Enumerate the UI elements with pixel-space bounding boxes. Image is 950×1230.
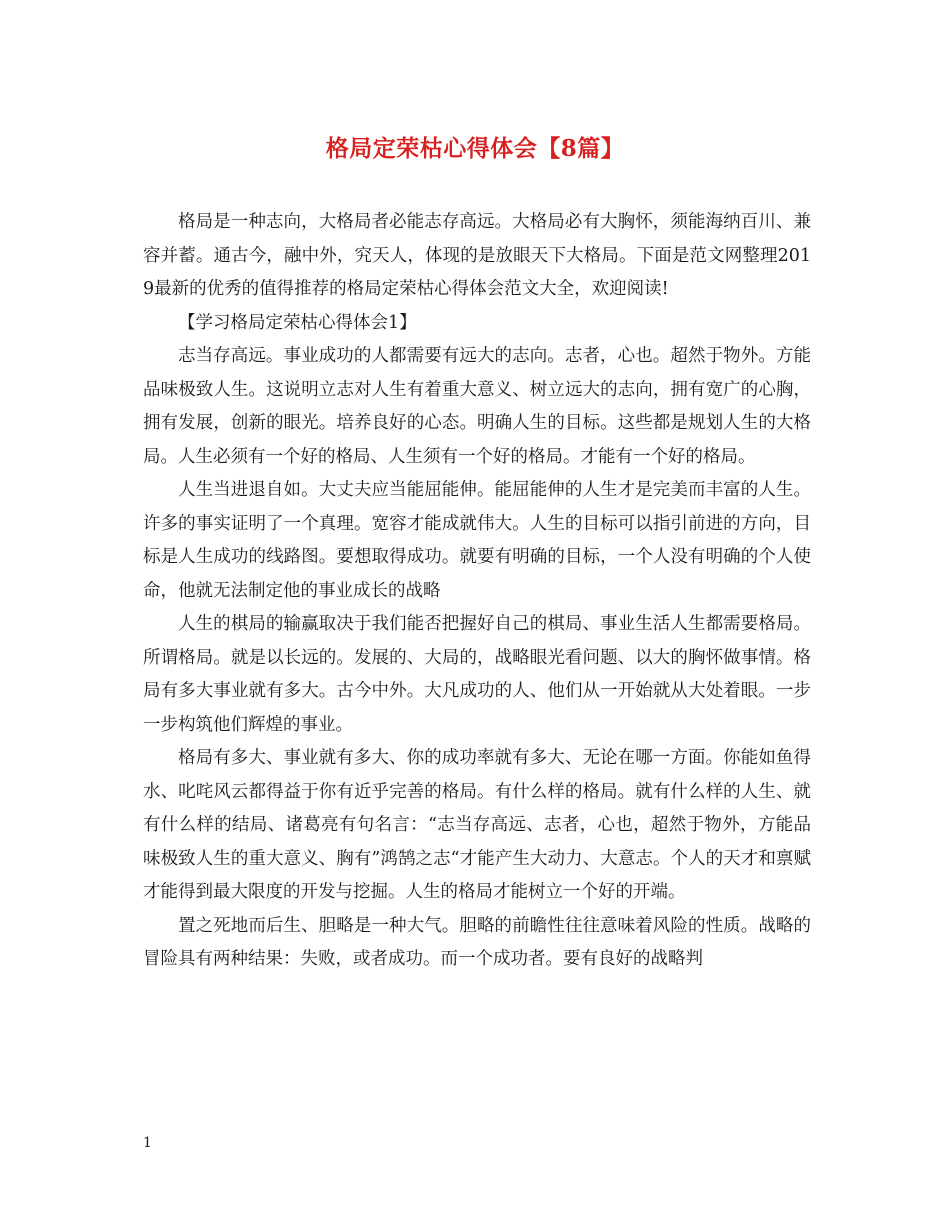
body-paragraph: 格局有多大、事业就有多大、你的成功率就有多大、无论在哪一方面。你能如鱼得水、叱咤风云都得益于你有近乎完善的格局。有什么样的格局。就有什么样的人生、就有什么样的结局、诸葛亮有句名言：“志当存高远、志者，心也，超然于物外，方能品味极致人生的重大意义、胸有”鸿鹄之志“才能产生大动力、大意志。个人的天才和禀赋才能得到最大限度的开发与挖掘。人生的格局才能树立一个好的开端。	[143, 748, 811, 902]
intro-paragraph: 格局是一种志向，大格局者必能志存高远。大格局必有大胸怀，须能海纳百川、兼容并蓄。通古今，融中外，究天人，体现的是放眼天下大格局。下面是范文网整理2019最新的优秀的值得推荐的格局定荣枯心得体会范文大全，欢迎阅读!	[143, 212, 811, 299]
document-body	[143, 206, 811, 977]
page-number: 1	[143, 1135, 152, 1151]
section-heading: 【学习格局定荣枯心得体会1】	[178, 312, 417, 333]
body-paragraph: 置之死地而后生、胆略是一种大气。胆略的前瞻性往往意味着风险的性质。战略的冒险具有两种结果：失败，或者成功。而一个成功者。要有良好的战略判	[143, 915, 811, 969]
body-paragraph: 人生的棋局的输赢取决于我们能否把握好自己的棋局、事业生活人生都需要格局。所谓格局。就是以长远的。发展的、大局的，战略眼光看问题、以大的胸怀做事情。格局有多大事业就有多大。古今中外。大凡成功的人、他们从一开始就从大处着眼。一步一步构筑他们辉煌的事业。	[143, 614, 811, 735]
body-paragraph: 志当存高远。事业成功的人都需要有远大的志向。志者，心也。超然于物外。方能品味极致人生。这说明立志对人生有着重大意义、树立远大的志向，拥有宽广的心胸，拥有发展，创新的眼光。培养良好的心态。明确人生的目标。这些都是规划人生的大格局。人生必须有一个好的格局、人生须有一个好的格局。才能有一个好的格局。	[143, 346, 811, 467]
document-title: 格局定荣枯心得体会【8篇】	[325, 135, 625, 162]
body-paragraph: 人生当进退自如。大丈夫应当能屈能伸。能屈能伸的人生才是完美而丰富的人生。许多的事实证明了一个真理。宽容才能成就伟大。人生的目标可以指引前进的方向，目标是人生成功的线路图。要想取得成功。就要有明确的目标，一个人没有明确的个人使命，他就无法制定他的事业成长的战略	[143, 480, 811, 601]
